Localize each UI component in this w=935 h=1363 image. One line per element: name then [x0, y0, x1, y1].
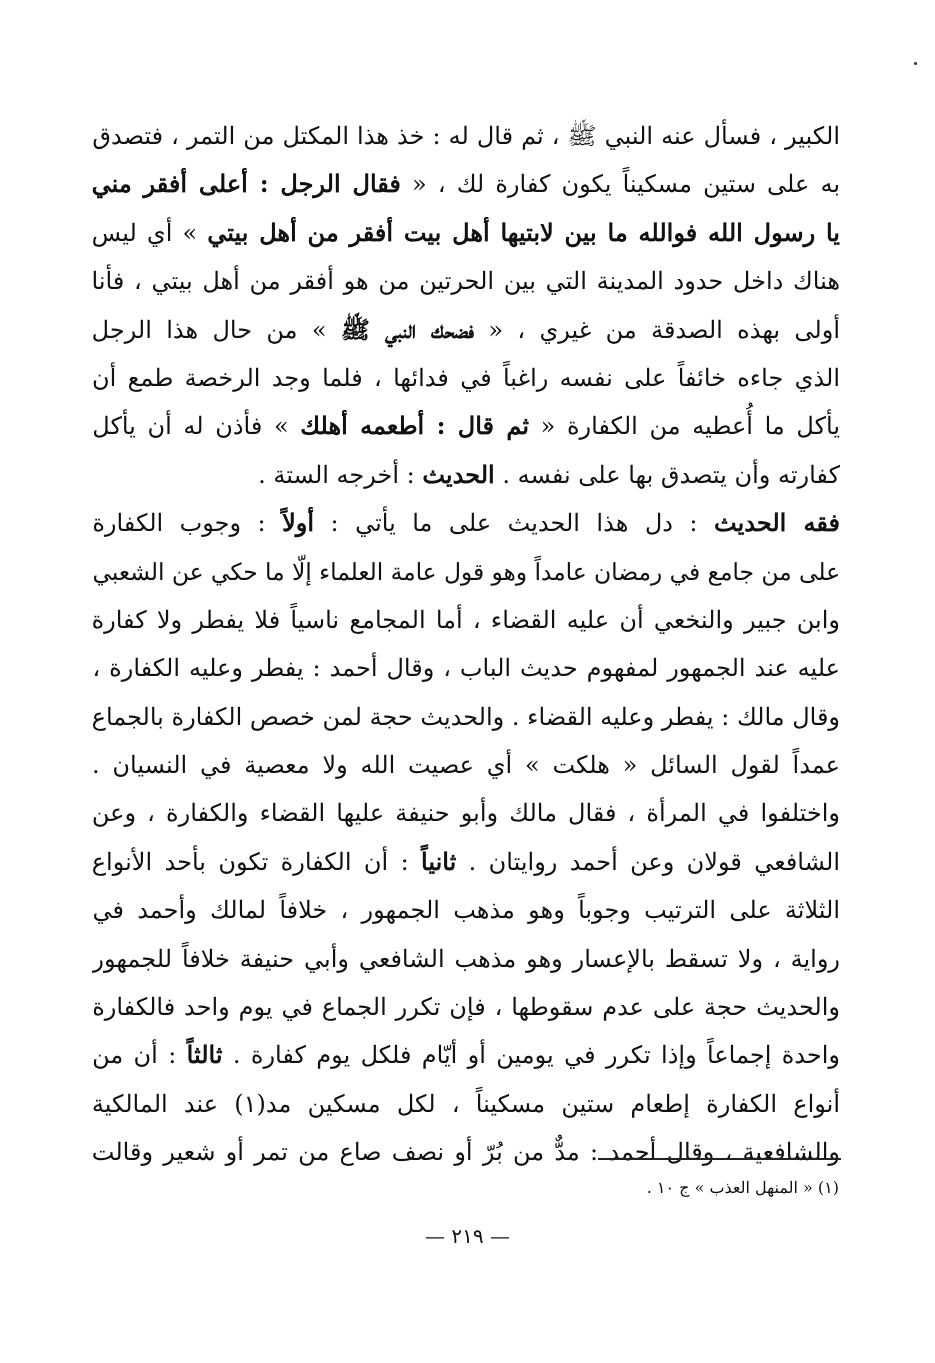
text-line — [92, 354, 840, 402]
text-run: : دل هذا الحديث على ما يأتي : — [314, 509, 714, 538]
text-line — [92, 789, 840, 837]
text-run: » أي ليس — [92, 218, 208, 247]
text-run: وابن جبير والنخعي أن عليه القضاء ، أما المجامع ناسياً فلا يفطر ولا كفارة — [92, 605, 840, 634]
text-run: هناك داخل حدود المدينة التي بين الحرتين من هو أفقر من أهل بيتي ، فأنا — [92, 267, 840, 296]
text-line — [92, 548, 840, 596]
text-run: : أن من — [92, 1041, 187, 1070]
text-run: على من جامع في رمضان عامداً وهو قول عامة العلماء إلّا ما حكي عن الشعبي — [92, 558, 840, 586]
footnote: (١) « المنهل العذب » ج ١٠ . — [646, 1178, 839, 1197]
text-line — [92, 209, 840, 257]
text-line — [92, 306, 840, 354]
footnote-separator — [598, 1158, 841, 1160]
text-run: » من حال هذا الرجل — [92, 315, 341, 344]
text-run: كفارته وأن يتصدق بها على نفسه . — [494, 460, 840, 489]
text-line — [92, 886, 840, 934]
bold-phrase: ثانياً — [421, 846, 457, 876]
text-run: واختلفوا في المرأة ، فقال مالك وأبو حنيفة عليها القضاء والكفارة ، وعن — [92, 799, 840, 828]
text-run: الشافعي قولان وعن أحمد روايتان . — [456, 847, 840, 876]
text-line — [92, 596, 840, 644]
text-line — [92, 983, 840, 1031]
bold-phrase: فقال الرجل : أعلى أفقر مني — [92, 169, 401, 199]
text-run: الثلاثة على الترتيب وجوباً وهو مذهب الجمهور ، خلافاً لمالك وأحمد في — [92, 896, 840, 925]
text-line — [92, 1080, 840, 1128]
text-run: عمداً لقول السائل « هلكت » أي عصيت الله ولا معصية في النسيان . — [92, 751, 840, 780]
text-line — [92, 741, 840, 789]
body-text — [92, 112, 840, 1177]
text-run: » فأذن له أن يأكل — [92, 412, 301, 441]
bold-phrase: الحديث — [422, 459, 495, 489]
text-run: الذي جاءه خائفاً على نفسه راغباً في فدائها ، فلما وجد الرخصة طمع أن — [92, 363, 840, 392]
text-run: الكبير ، فسأل عنه النبي ﷺ ، ثم قال له : خذ هذا المكتل من التمر ، فتصدق — [92, 122, 840, 150]
text-run: أولى بهذه الصدقة من غيري ، « — [474, 315, 840, 344]
text-run: : وجوب الكفارة — [92, 509, 283, 538]
text-line — [92, 1031, 840, 1079]
text-run: أنواع الكفارة إطعام ستين مسكيناً ، لكل مسكين مد(١) عند المالكية — [92, 1089, 840, 1118]
bold-phrase: ثم قال : أطعمه أهلك — [300, 411, 530, 441]
text-line — [92, 644, 840, 692]
bold-phrase: فضحك النبي ﷺ — [340, 314, 474, 344]
text-run: والشافعية ، وقال أحمد : مدٌّ من بُرّ أو نصف صاع من تمر أو شعير وقالت — [92, 1138, 840, 1167]
text-line — [92, 693, 840, 741]
scan-speck — [914, 62, 917, 65]
text-run: رواية ، ولا تسقط بالإعسار وهو مذهب الشافعي وأبي حنيفة خلافاً للجمهور — [92, 944, 840, 973]
text-run: عليه عند الجمهور لمفهوم حديث الباب ، وقال أحمد : يفطر وعليه الكفارة ، — [92, 654, 840, 683]
text-run: وقال مالك : يفطر وعليه القضاء . والحديث حجة لمن خصص الكفارة بالجماع — [92, 702, 840, 731]
text-run: : أخرجه الستة . — [258, 460, 423, 489]
text-line — [92, 935, 840, 983]
text-line — [92, 160, 840, 208]
text-line — [92, 402, 840, 450]
bold-phrase: فقه الحديث — [714, 508, 840, 538]
text-run: والحديث حجة على عدم سقوطها ، فإن تكرر الجماع في يوم واحد فالكفارة — [92, 993, 840, 1022]
page-number: — ٢١٩ — — [425, 1224, 510, 1248]
text-line — [92, 112, 840, 160]
text-line — [92, 1128, 840, 1176]
text-run: : أن الكفارة تكون بأحد الأنواع — [92, 847, 422, 876]
text-line — [92, 451, 840, 499]
text-line — [92, 499, 840, 547]
text-line — [92, 257, 840, 305]
bold-phrase: يا رسول الله فوالله ما بين لابتيها أهل بيت أفقر من أهل بيتي — [207, 217, 840, 247]
text-line — [92, 838, 840, 886]
bold-phrase: أولاً — [282, 508, 315, 538]
text-run: به على ستين مسكيناً يكون كفارة لك ، « — [400, 170, 840, 199]
text-run: واحدة إجماعاً وإذا تكرر في يومين أو أيّام فلكل يوم كفارة . — [222, 1041, 840, 1070]
text-run: يأكل ما أُعطيه من الكفارة « — [529, 412, 840, 441]
bold-phrase: ثالثاً — [186, 1040, 223, 1070]
